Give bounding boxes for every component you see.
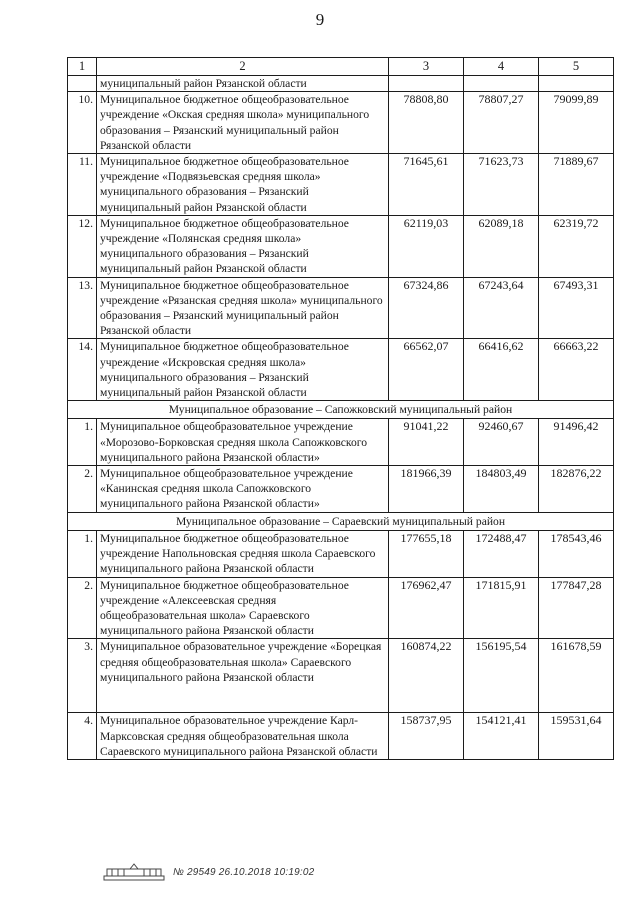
institution-name: Муниципальное общеобразовательное учреждение «Канинская средняя школа Сапожковского муниципального района Рязанской области» xyxy=(97,466,389,513)
table-row xyxy=(68,639,614,713)
value-col4: 156195,54 xyxy=(464,639,539,713)
row-number xyxy=(68,76,97,92)
value-col5: 62319,72 xyxy=(539,215,614,277)
row-number: 2. xyxy=(68,577,97,639)
row-number: 1. xyxy=(68,530,97,577)
table-row xyxy=(68,419,614,466)
value-col3: 62119,03 xyxy=(389,215,464,277)
row-number: 2. xyxy=(68,466,97,513)
table-row xyxy=(68,466,614,513)
value-col5: 177847,28 xyxy=(539,577,614,639)
value-col5: 161678,59 xyxy=(539,639,614,713)
document-footer xyxy=(103,862,314,882)
row-number: 13. xyxy=(68,277,97,339)
value-col5: 67493,31 xyxy=(539,277,614,339)
table-row xyxy=(68,713,614,760)
value-col3: 66562,07 xyxy=(389,339,464,401)
value-col3: 160874,22 xyxy=(389,639,464,713)
value-col3: 176962,47 xyxy=(389,577,464,639)
government-building-icon xyxy=(103,863,165,881)
value-col3: 71645,61 xyxy=(389,154,464,216)
section-title: Муниципальное образование – Сараевский муниципальный район xyxy=(68,512,614,530)
value-col5: 79099,89 xyxy=(539,92,614,154)
value-col5 xyxy=(539,76,614,92)
value-col5: 66663,22 xyxy=(539,339,614,401)
institution-name: Муниципальное бюджетное общеобразовательное учреждение «Окская средняя школа» муниципального образования – Рязанский муниципальный район Рязанской области xyxy=(97,92,389,154)
value-col5: 178543,46 xyxy=(539,530,614,577)
document-registration: № 29549 26.10.2018 10:19:02 xyxy=(173,866,315,878)
table-row xyxy=(68,530,614,577)
column-header: 4 xyxy=(464,58,539,76)
value-col4: 172488,47 xyxy=(464,530,539,577)
value-col3 xyxy=(389,76,464,92)
value-col3: 177655,18 xyxy=(389,530,464,577)
institution-name: Муниципальное образовательное учреждение «Борецкая средняя общеобразовательная школа» Сараевского муниципального района Рязанской области xyxy=(97,639,389,713)
value-col4: 62089,18 xyxy=(464,215,539,277)
value-col4: 154121,41 xyxy=(464,713,539,760)
value-col3: 91041,22 xyxy=(389,419,464,466)
section-header-row xyxy=(68,401,614,419)
column-header: 2 xyxy=(97,58,389,76)
value-col3: 78808,80 xyxy=(389,92,464,154)
table-header-row xyxy=(68,58,614,76)
table-row xyxy=(68,215,614,277)
institution-name: Муниципальное бюджетное общеобразовательное учреждение «Искровская средняя школа» муниципального образования – Рязанский муниципальный район Рязанской области xyxy=(97,339,389,401)
value-col4: 92460,67 xyxy=(464,419,539,466)
institution-name: Муниципальное бюджетное общеобразовательное учреждение Напольновская средняя школа Сараевского муниципального района Рязанской области xyxy=(97,530,389,577)
institution-name: Муниципальное образовательное учреждение Карл-Марксовская средняя общеобразовательная школа Сараевского муниципального района Рязанской области xyxy=(97,713,389,760)
value-col5: 182876,22 xyxy=(539,466,614,513)
table-row xyxy=(68,577,614,639)
row-number: 11. xyxy=(68,154,97,216)
value-col4: 171815,91 xyxy=(464,577,539,639)
value-col3: 181966,39 xyxy=(389,466,464,513)
value-col4: 66416,62 xyxy=(464,339,539,401)
row-number: 3. xyxy=(68,639,97,713)
value-col5: 159531,64 xyxy=(539,713,614,760)
row-number: 1. xyxy=(68,419,97,466)
value-col4: 78807,27 xyxy=(464,92,539,154)
table-row xyxy=(68,277,614,339)
value-col5: 91496,42 xyxy=(539,419,614,466)
section-title: Муниципальное образование – Сапожковский муниципальный район xyxy=(68,401,614,419)
column-header: 1 xyxy=(68,58,97,76)
institution-name: Муниципальное бюджетное общеобразовательное учреждение «Рязанская средняя школа» муниципального образования – Рязанский муниципальный район Рязанской области xyxy=(97,277,389,339)
value-col4: 71623,73 xyxy=(464,154,539,216)
value-col3: 67324,86 xyxy=(389,277,464,339)
value-col3: 158737,95 xyxy=(389,713,464,760)
table-row xyxy=(68,92,614,154)
value-col5: 71889,67 xyxy=(539,154,614,216)
row-number: 12. xyxy=(68,215,97,277)
institution-name: муниципальный район Рязанской области xyxy=(97,76,389,92)
row-number: 14. xyxy=(68,339,97,401)
row-number: 4. xyxy=(68,713,97,760)
institution-name: Муниципальное общеобразовательное учреждение «Морозово-Борковская средняя школа Сапожковского муниципального района Рязанской области» xyxy=(97,419,389,466)
table-row xyxy=(68,339,614,401)
table-row xyxy=(68,154,614,216)
budget-table xyxy=(67,57,614,760)
institution-name: Муниципальное бюджетное общеобразовательное учреждение «Подвязьевская средняя школа» муниципального образования – Рязанский муниципальный район Рязанской области xyxy=(97,154,389,216)
column-header: 5 xyxy=(539,58,614,76)
value-col4: 67243,64 xyxy=(464,277,539,339)
column-header: 3 xyxy=(389,58,464,76)
row-number: 10. xyxy=(68,92,97,154)
section-header-row xyxy=(68,512,614,530)
table-row xyxy=(68,76,614,92)
institution-name: Муниципальное бюджетное общеобразовательное учреждение «Полянская средняя школа» муниципального образования – Рязанский муниципальный район Рязанской области xyxy=(97,215,389,277)
value-col4 xyxy=(464,76,539,92)
page-number: 9 xyxy=(315,10,325,29)
value-col4: 184803,49 xyxy=(464,466,539,513)
institution-name: Муниципальное бюджетное общеобразовательное учреждение «Алексеевская средняя общеобразовательная школа» Сараевского муниципального района Рязанской области xyxy=(97,577,389,639)
